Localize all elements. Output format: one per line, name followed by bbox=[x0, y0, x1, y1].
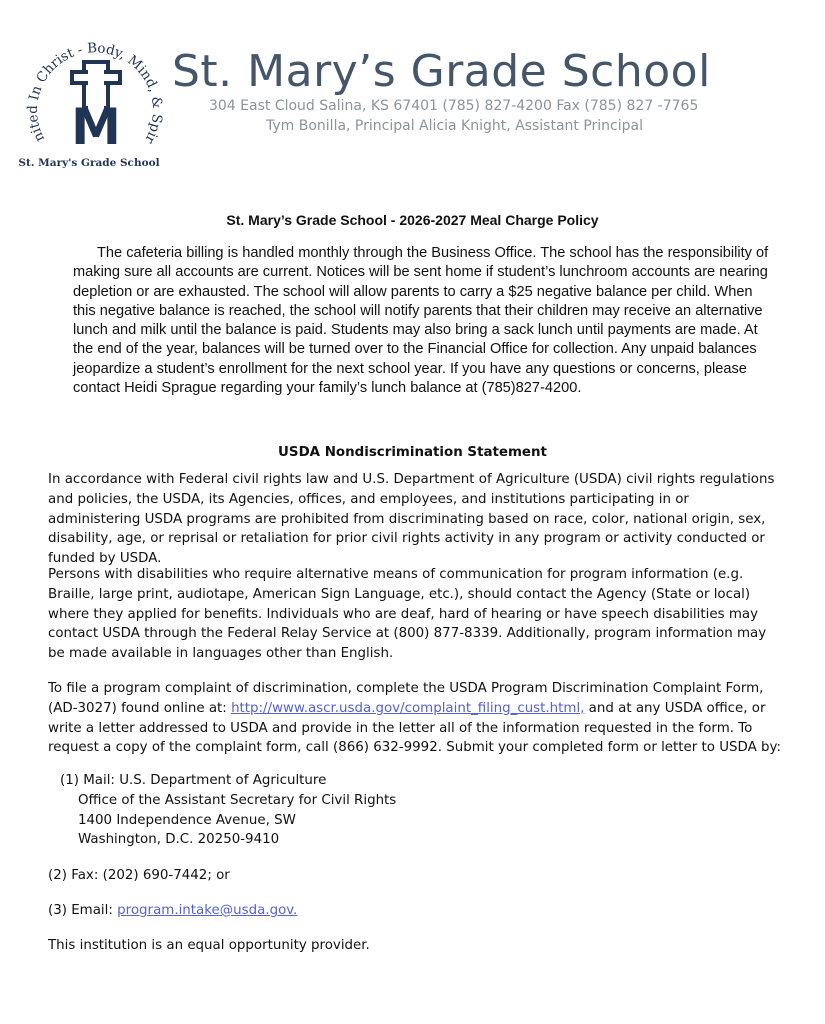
logo-letter-m: M bbox=[71, 98, 121, 156]
staff-line: Tym Bonilla, Principal Alicia Knight, Assistant Principal bbox=[266, 118, 643, 134]
email-link[interactable]: program.intake@usda.gov. bbox=[117, 903, 298, 918]
school-logo bbox=[14, 20, 164, 178]
mail-address-block bbox=[48, 771, 783, 850]
fax-line: (2) Fax: (202) 690-7442; or bbox=[48, 868, 230, 883]
policy-title: St. Mary’s Grade School - 2026-2027 Meal Charge Policy bbox=[226, 212, 599, 228]
email-line bbox=[48, 901, 783, 921]
disabilities-paragraph: Persons with disabilities who require alternative means of communication for program information (e.g. Braille, large print, audiotape, American Sign Language, etc.), should contact the Agency (State or local) where they applied for benefits. Individuals who are deaf, hard of hearing or have speech disabilities may contact USDA through the Federal Relay Service at (800) 877-8339. Additionally, program information may be made available in languages other than English. bbox=[48, 567, 767, 662]
policy-body: The cafeteria billing is handled monthly through the Business Office. The school has the responsibility of making sure all accounts are current. Notices will be sent home if student’s lunchroom accounts are nearing depletion or are exhausted. The school will allow parents to carry a $25 negative balance per child. When this negative balance is reached, the school will notify parents that their children may receive an alternative lunch and milk until the balance is paid. Students may also bring a sack lunch until payments are made. At the end of the year, balances will be turned over to the Financial Office for collection. Any unpaid balances jeopardize a student’s enrollment for the next school year. If you have any questions or concerns, please contact Heidi Sprague regarding your family’s lunch balance at (785)827-4200. bbox=[73, 245, 769, 397]
complaint-text-start: To file a program complaint of discrimination, complete the USDA Program Discrimination Complaint Form, (AD-3027) found online at: bbox=[48, 681, 764, 716]
civil-rights-paragraph: In accordance with Federal civil rights law and U.S. Department of Agriculture (USDA) civil rights regulations and policies, the USDA, its Agencies, offices, and employees, and institutions participating in or administering USDA programs are prohibited from discriminating based on race, color, national origin, sex, disability, age, or reprisal or retaliation for prior civil rights activity in any program or activity conducted or funded by USDA. bbox=[48, 472, 775, 567]
complaint-form-link[interactable]: http://www.ascr.usda.gov/complaint_filing_cust.html, bbox=[231, 700, 585, 716]
mail-line: Washington, D.C. 20250-9410 bbox=[78, 832, 280, 848]
school-name: St. Mary’s Grade School bbox=[172, 46, 711, 97]
contact-line: 304 East Cloud Salina, KS 67401 (785) 827-4200 Fax (785) 827 -7765 bbox=[209, 98, 699, 114]
equal-opportunity-line: This institution is an equal opportunity provider. bbox=[48, 938, 370, 953]
logo-caption: St. Mary's Grade School bbox=[18, 157, 160, 169]
mail-line: 1400 Independence Avenue, SW bbox=[78, 812, 296, 828]
logo-motto: nited In Christ - Body, Mind, & Spir bbox=[24, 40, 164, 147]
school-crest-icon bbox=[14, 20, 164, 178]
complaint-paragraph bbox=[48, 679, 783, 758]
mail-line: (1) Mail: U.S. Department of Agriculture bbox=[60, 773, 327, 788]
complaint-text-end: and at any USDA office, or write a letter addressed to USDA and provide in the letter all of the information requested in the form. To request a copy of the complaint form, call (866) 632-9992. Submit your completed form or letter to USDA by: bbox=[48, 700, 782, 756]
email-label: (3) Email: bbox=[48, 903, 118, 918]
usda-title: USDA Nondiscrimination Statement bbox=[278, 445, 547, 460]
mail-line: Office of the Assistant Secretary for Civil Rights bbox=[78, 792, 397, 808]
